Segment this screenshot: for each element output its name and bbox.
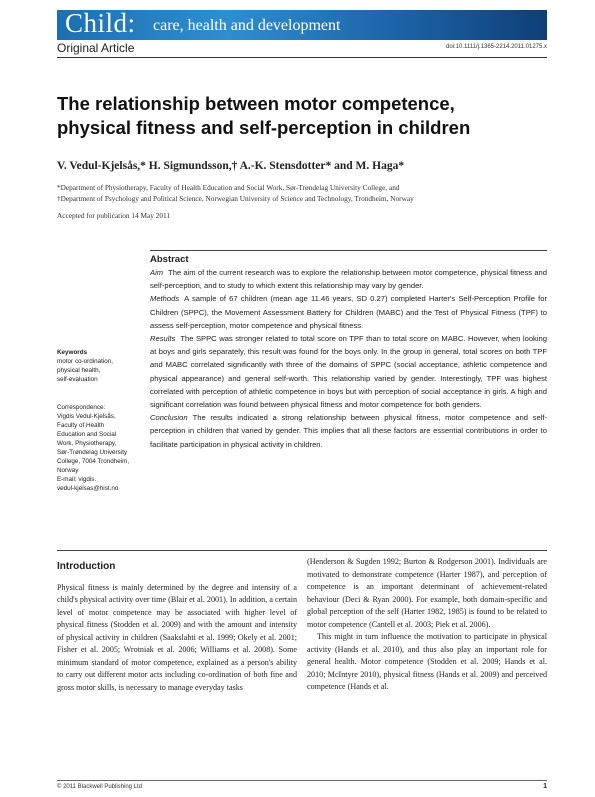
correspondence-line: Norway bbox=[57, 467, 79, 474]
abstract-methods bbox=[150, 292, 547, 332]
correspondence-email[interactable]: vedul-kjelsas@hist.no bbox=[57, 485, 119, 492]
doi[interactable]: doi:10.1111/j.1365-2214.2011.01275.x bbox=[446, 44, 547, 50]
abstract bbox=[150, 250, 547, 451]
methods-label: Methods bbox=[150, 294, 180, 304]
journal-subtitle: care, health and development bbox=[153, 17, 341, 34]
affiliation-2: †Department of Psychology and Political Science, Norwegian University of Science and Technology, Trondheim, Norway bbox=[57, 194, 414, 203]
aim-text: The aim of the current research was to explore the relationship between motor competence, physical fitness and self-perception, and to study to which extent this relationship may vary by gender. bbox=[150, 268, 547, 291]
page-number: 1 bbox=[543, 783, 547, 790]
body-paragraph: This might in turn influence the motivation to participate in physical activity (Hands et al. 2010), and thus also play an important role for general health. Motor competence (Stodden et al. 2009; Hands et al. 2010; McIntyre 2010), physical fitness (Hands et al. 2009) and perceived competence (Hands et al. bbox=[307, 632, 547, 691]
affiliation-1: *Department of Physiotherapy, Faculty of Health Education and Social Work, Sør-Trøndelag University College, and bbox=[57, 183, 400, 192]
affiliations bbox=[57, 182, 547, 204]
correspondence-heading: Correspondence: bbox=[57, 404, 106, 411]
abstract-results bbox=[150, 332, 547, 411]
authors: V. Vedul-Kjelsås,* H. Sigmundsson,† A.-K. Stensdotter* and M. Haga* bbox=[57, 160, 405, 172]
correspondence-line: College, 7004 Trondheim, bbox=[57, 458, 130, 465]
section-divider bbox=[57, 550, 547, 551]
journal-banner bbox=[57, 10, 547, 40]
copyright: © 2011 Blackwell Publishing Ltd bbox=[57, 784, 143, 790]
correspondence-line: Sør-Trøndelag University bbox=[57, 449, 128, 456]
conclusion-label: Conclusion bbox=[150, 413, 188, 423]
body-paragraph: (Henderson & Sugden 1992; Burton & Rodgerson 2001). Individuals are motivated to demonstrate competence (Harter 1987), and perception of competence is an important determinant of achievement-related behaviour (Deci & Ryan 2000). For example, both domain-specific and global perception of the self (Harter 1982, 1985) is found to be related to motor competence (Cantell et al. 2003; Piek et al. 2006). bbox=[307, 557, 547, 629]
journal-name: Child: bbox=[65, 10, 136, 38]
article-type: Original Article bbox=[57, 41, 135, 55]
keyword: self-evaluation bbox=[57, 376, 98, 383]
correspondence-email[interactable]: E-mail: vigdis. bbox=[57, 476, 97, 483]
results-text: The SPPC was stronger related to total score on TPF than to total score on MABC. However, when looking at boys and girls separately, this result was found for the boys only. In the group in general, total scores on both TPF and MABC correlated significantly with three of the domains of SPPC (social acceptance, athletic competence and physical appearance) and general self-worth. This relationship varied by gender. Interestingly, TPF was highest correlated with perception of athletic competence in boys but with perception of social acceptance in girls. A high and significant correlation was found between physical fitness and motor competence for both genders. bbox=[150, 334, 547, 410]
footer-divider bbox=[57, 780, 547, 781]
aim-label: Aim bbox=[150, 268, 164, 277]
article-header bbox=[57, 41, 547, 58]
methods-text: A sample of 67 children (mean age 11.46 years, SD 0.27) completed Harter's Self-Perception Profile for Children (SPPC), the Movement Assessment Battery for Children (MABC) and the Test of Physical Fitness (TPF) to assess self-perception, motor competence and physical fitness. bbox=[150, 294, 547, 330]
keyword: motor co-ordination, bbox=[57, 358, 113, 365]
keyword: physical health, bbox=[57, 367, 101, 374]
conclusion-text: The results indicated a strong relationship between physical fitness, motor competence and self-perception in children that varied by gender. This implies that all these factors are essential contributions in order to facilitate participation in physical activity in children. bbox=[150, 413, 547, 449]
body-column-left bbox=[57, 556, 297, 694]
results-label: Results bbox=[150, 334, 176, 344]
body-paragraph: Physical fitness is mainly determined by the degree and intensity of a child's physical activity over time (Blair et al. 2001). In addition, a certain level of motor competence may be associated with higher level of physical fitness (Stodden et al. 2009) and with the amount and intensity of physical activity in children (Saakslahti et al. 1999; Okely et al. 2001; Fisher et al. 2005; Wrotniak et al. 2006; Williams et al. 2008). Some minimum standard of motor competence, explained as a person's ability to carry out different motor acts including co-ordination of both fine and gross motor skills, is necessary to manage everyday tasks bbox=[57, 582, 297, 692]
body-column-right bbox=[307, 556, 547, 694]
correspondence-line: Faculty of Health bbox=[57, 422, 105, 429]
article-title: The relationship between motor competence, physical fitness and self-perception in children bbox=[57, 93, 471, 138]
introduction-heading: Introduction bbox=[57, 561, 116, 572]
accepted-date: Accepted for publication 14 May 2011 bbox=[57, 211, 171, 220]
abstract-conclusion bbox=[150, 411, 547, 451]
correspondence-line: Work, Physiotherapy, bbox=[57, 440, 117, 447]
abstract-heading: Abstract bbox=[150, 254, 189, 265]
correspondence-line: Education and Social bbox=[57, 431, 117, 438]
correspondence-line: Vigdis Vedul-Kjelsås, bbox=[57, 413, 116, 420]
keywords-heading: Keywords bbox=[57, 349, 88, 356]
sidebar bbox=[57, 348, 143, 493]
abstract-aim bbox=[150, 266, 547, 292]
